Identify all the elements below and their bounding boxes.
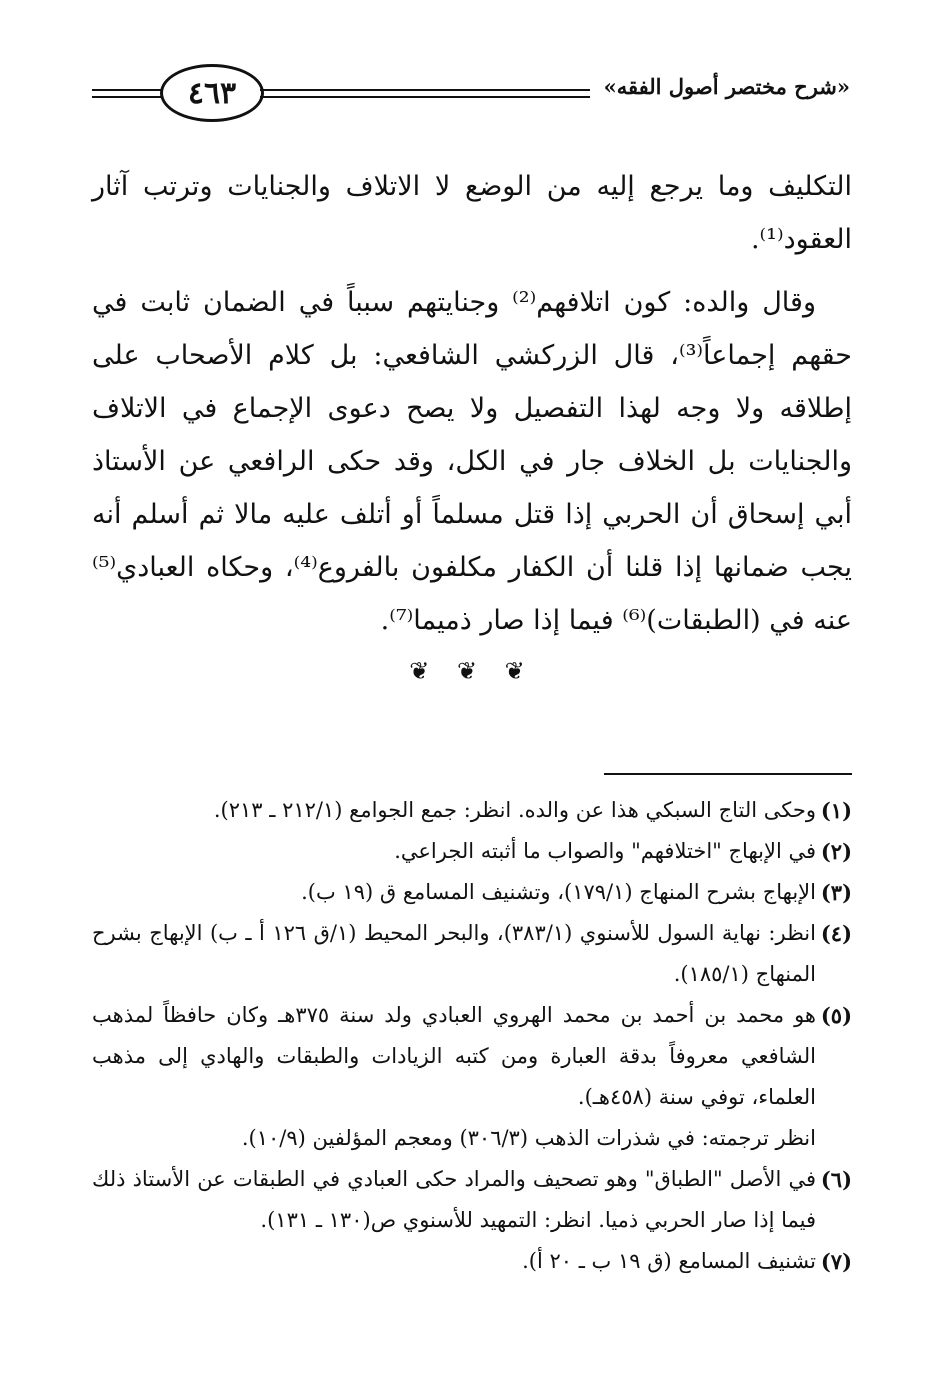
footnote-2 (92, 831, 852, 872)
footnote-number: (٣) (820, 880, 852, 905)
footnote-number: (١) (820, 798, 852, 823)
footnote-number: (٢) (820, 839, 852, 864)
footnote-text: في الإبهاج "اختلافهم" والصواب ما أثبته الجراعي. (394, 839, 816, 863)
paragraph-1: التكليف وما يرجع إليه من الوضع لا الاتلاف والجنايات وترتب آثار العقود⁽¹⁾. (92, 171, 852, 255)
footnote-text: في الأصل "الطباق" وهو تصحيف والمراد حكى العبادي في الطبقات عن الأستاذ ذلك فيما إذا صار الحربي ذميا. انظر: التمهيد للأسنوي ص(١٣٠ ـ ١٣١). (92, 1167, 816, 1232)
footnote-number: (٧) (820, 1249, 852, 1274)
paragraph-2: وقال والده: كون اتلافهم⁽²⁾ وجنايتهم سبباً في الضمان ثابت في حقهم إجماعاً⁽³⁾، قال الزركشي الشافعي: بل كلام الأصحاب على إطلاقه ولا وجه لهذا التفصيل ولا يصح دعوى الإجماع في الاتلاف والجنايات بل الخلاف جار في الكل، وقد حكى الرافعي عن الأستاذ أبي إسحاق أن الحربي إذا قتل مسلماً أو أتلف عليه مالا ثم أسلم أنه يجب ضمانها إذا قلنا أن الكفار مكلفون بالفروع⁽⁴⁾، وحكاه العبادي⁽⁵⁾ عنه في (الطبقات)⁽⁶⁾ فيما إذا صار ذميما⁽⁷⁾. (92, 287, 852, 636)
footnote-5-biography-ref: انظر ترجمته: في شذرات الذهب (٣٠٦/٣) ومعجم المؤلفين (١٠/٩). (241, 1126, 816, 1150)
footnote-text: انظر: نهاية السول للأسنوي (٣٨٣/١)، والبحر المحيط (١/ق ١٢٦ أ ـ ب) الإبهاج بشرح المنهاج (١٨٥/١). (92, 921, 816, 986)
footnote-3 (92, 872, 852, 913)
footnote-text: الإبهاج بشرح المنهاج (١٧٩/١)، وتشنيف المسامع ق (١٩ ب). (301, 880, 816, 904)
footnote-separator (604, 773, 852, 775)
header-rule-left (92, 89, 162, 98)
page-header (92, 62, 850, 128)
running-title: «شرح مختصر أصول الفقه» (603, 74, 850, 99)
main-text (92, 160, 852, 685)
footnote-6 (92, 1159, 852, 1241)
footnote-text: وحكى التاج السبكي هذا عن والده. انظر: جمع الجوامع (٢١٢/١ ـ ٢١٣). (213, 798, 816, 822)
footnotes (92, 790, 852, 1282)
section-ornament: ❦ ❦ ❦ (409, 657, 535, 685)
footnote-text: هو محمد بن أحمد بن محمد الهروي العبادي ولد سنة ٣٧٥هـ وكان حافظاً لمذهب الشافعي معروفاً بدقة العبارة ومن كتبه الزيادات والطبقات والهادي إلى مذهب العلماء، توفي سنة (٤٥٨هـ). (92, 1003, 816, 1109)
footnote-4 (92, 913, 852, 995)
footnote-1 (92, 790, 852, 831)
header-rule-right (260, 89, 590, 98)
footnote-5 (92, 995, 852, 1118)
page-number: ٤٦٣ (160, 64, 264, 122)
footnote-number: (٦) (820, 1167, 852, 1192)
footnote-number: (٤) (820, 921, 852, 946)
footnote-text: تشنيف المسامع (ق ١٩ ب ـ ٢٠ أ). (522, 1249, 816, 1273)
footnote-7 (92, 1241, 852, 1282)
footnote-number: (٥) (820, 1003, 852, 1028)
